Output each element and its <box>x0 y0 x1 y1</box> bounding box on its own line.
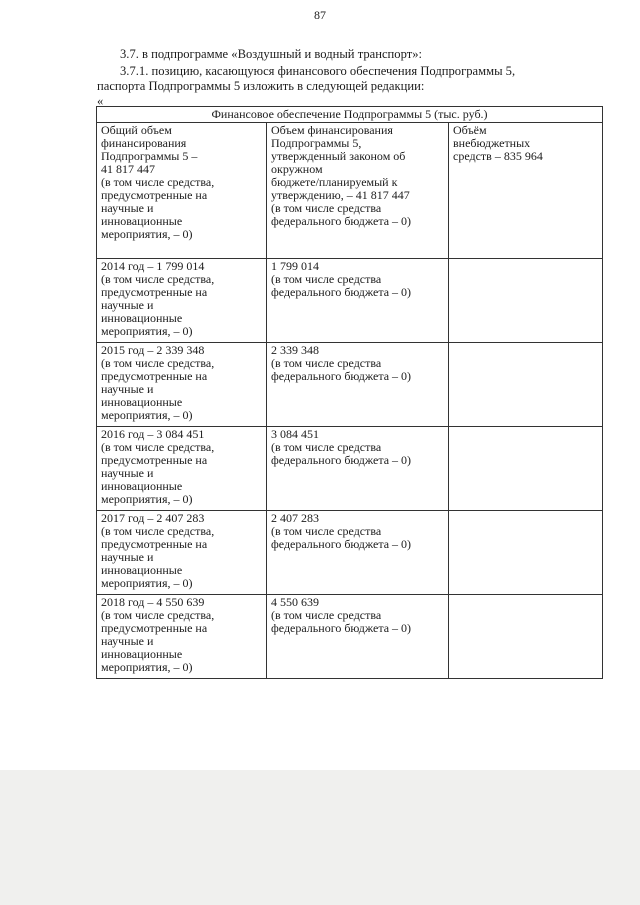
cell-line: мероприятия, – 0) <box>101 576 193 590</box>
cell-line: 3 084 451 <box>271 427 319 441</box>
cell-line: 2 407 283 <box>271 511 319 525</box>
cell-line: предусмотренные на <box>101 285 208 299</box>
cell-line: окружном <box>271 162 323 176</box>
cell-line: федерального бюджета – 0) <box>271 285 412 299</box>
cell-line: утверждению, – 41 817 447 <box>271 188 410 202</box>
cell-line: мероприятия, – 0) <box>101 660 193 674</box>
year-total-cell <box>97 343 267 427</box>
cell-line: федерального бюджета – 0) <box>271 621 412 635</box>
cell-line: мероприятия, – 0) <box>101 324 193 338</box>
cell-line: мероприятия, – 0) <box>101 492 193 506</box>
cell-line: (в том числе средства <box>271 440 382 454</box>
cell-line: инновационные <box>101 214 183 228</box>
year-offbudget-cell <box>449 511 603 595</box>
cell-line: (в том числе средства <box>271 201 382 215</box>
cell-line: Объем финансирования <box>271 123 393 137</box>
year-offbudget-cell <box>449 259 603 343</box>
cell-line: инновационные <box>101 647 183 661</box>
cell-line: предусмотренные на <box>101 621 208 635</box>
cell-line: 4 550 639 <box>271 595 319 609</box>
paragraph-3-7-1-continued: паспорта Подпрограммы 5 изложить в следующей редакции: <box>97 79 425 93</box>
cell-line: внебюджетных <box>453 136 531 150</box>
table-caption: Финансовое обеспечение Подпрограммы 5 (тыс. руб.) <box>97 107 603 123</box>
cell-line: 2014 год – 1 799 014 <box>101 259 205 273</box>
cell-line: Подпрограммы 5, <box>271 136 362 150</box>
cell-line: научные и <box>101 201 154 215</box>
year-offbudget-cell <box>449 343 603 427</box>
financing-table <box>96 106 603 679</box>
cell-line: предусмотренные на <box>101 537 208 551</box>
cell-line: 41 817 447 <box>101 162 155 176</box>
year-federal-cell <box>267 259 449 343</box>
year-total-cell <box>97 259 267 343</box>
cell-line: 2017 год – 2 407 283 <box>101 511 205 525</box>
year-federal-cell <box>267 343 449 427</box>
table-header-row <box>97 123 603 259</box>
cell-line: мероприятия, – 0) <box>101 227 193 241</box>
page-number: 87 <box>314 8 326 22</box>
cell-line: научные и <box>101 550 154 564</box>
cell-line: инновационные <box>101 395 183 409</box>
cell-line: (в том числе средства <box>271 272 382 286</box>
cell-line: 2018 год – 4 550 639 <box>101 595 205 609</box>
table-row <box>97 343 603 427</box>
header-total-cell <box>97 123 267 259</box>
year-offbudget-cell <box>449 427 603 511</box>
year-total-cell <box>97 511 267 595</box>
cell-line: (в том числе средства <box>271 524 382 538</box>
cell-line: Подпрограммы 5 – <box>101 149 198 163</box>
cell-line: федерального бюджета – 0) <box>271 369 412 383</box>
cell-line: финансирования <box>101 136 187 150</box>
cell-line: бюджете/планируемый к <box>271 175 398 189</box>
year-federal-cell <box>267 511 449 595</box>
cell-line: 2 339 348 <box>271 343 319 357</box>
cell-line: Общий объем <box>101 123 172 137</box>
year-total-cell <box>97 427 267 511</box>
table-row <box>97 427 603 511</box>
cell-line: инновационные <box>101 311 183 325</box>
year-offbudget-cell <box>449 595 603 679</box>
cell-line: (в том числе средства, <box>101 175 215 189</box>
scan-margin <box>0 770 640 905</box>
cell-line: утвержденный законом об <box>271 149 406 163</box>
cell-line: предусмотренные на <box>101 453 208 467</box>
cell-line: (в том числе средства, <box>101 356 215 370</box>
year-total-cell <box>97 595 267 679</box>
cell-line: научные и <box>101 298 154 312</box>
cell-line: федерального бюджета – 0) <box>271 453 412 467</box>
cell-line: (в том числе средства <box>271 608 382 622</box>
table-row <box>97 259 603 343</box>
table-row <box>97 511 603 595</box>
year-federal-cell <box>267 595 449 679</box>
cell-line: (в том числе средства, <box>101 608 215 622</box>
header-approved-cell <box>267 123 449 259</box>
cell-line: 2015 год – 2 339 348 <box>101 343 205 357</box>
year-federal-cell <box>267 427 449 511</box>
opening-quote: « <box>97 94 104 108</box>
cell-line: (в том числе средства, <box>101 272 215 286</box>
cell-line: федерального бюджета – 0) <box>271 214 412 228</box>
cell-line: инновационные <box>101 563 183 577</box>
cell-line: (в том числе средства, <box>101 440 215 454</box>
paragraph-3-7-1: 3.7.1. позицию, касающуюся финансового обеспечения Подпрограммы 5, <box>120 64 516 78</box>
cell-line: инновационные <box>101 479 183 493</box>
cell-line: 1 799 014 <box>271 259 319 273</box>
cell-line: предусмотренные на <box>101 369 208 383</box>
header-offbudget-cell <box>449 123 603 259</box>
cell-line: (в том числе средства, <box>101 524 215 538</box>
cell-line: средств – 835 964 <box>453 149 543 163</box>
cell-line: 2016 год – 3 084 451 <box>101 427 205 441</box>
cell-line: научные и <box>101 634 154 648</box>
cell-line: научные и <box>101 466 154 480</box>
cell-line: мероприятия, – 0) <box>101 408 193 422</box>
cell-line: предусмотренные на <box>101 188 208 202</box>
table-row <box>97 595 603 679</box>
paragraph-3-7: 3.7. в подпрограмме «Воздушный и водный транспорт»: <box>120 47 423 61</box>
cell-line: научные и <box>101 382 154 396</box>
cell-line: (в том числе средства <box>271 356 382 370</box>
cell-line: федерального бюджета – 0) <box>271 537 412 551</box>
cell-line: Объём <box>453 123 487 137</box>
